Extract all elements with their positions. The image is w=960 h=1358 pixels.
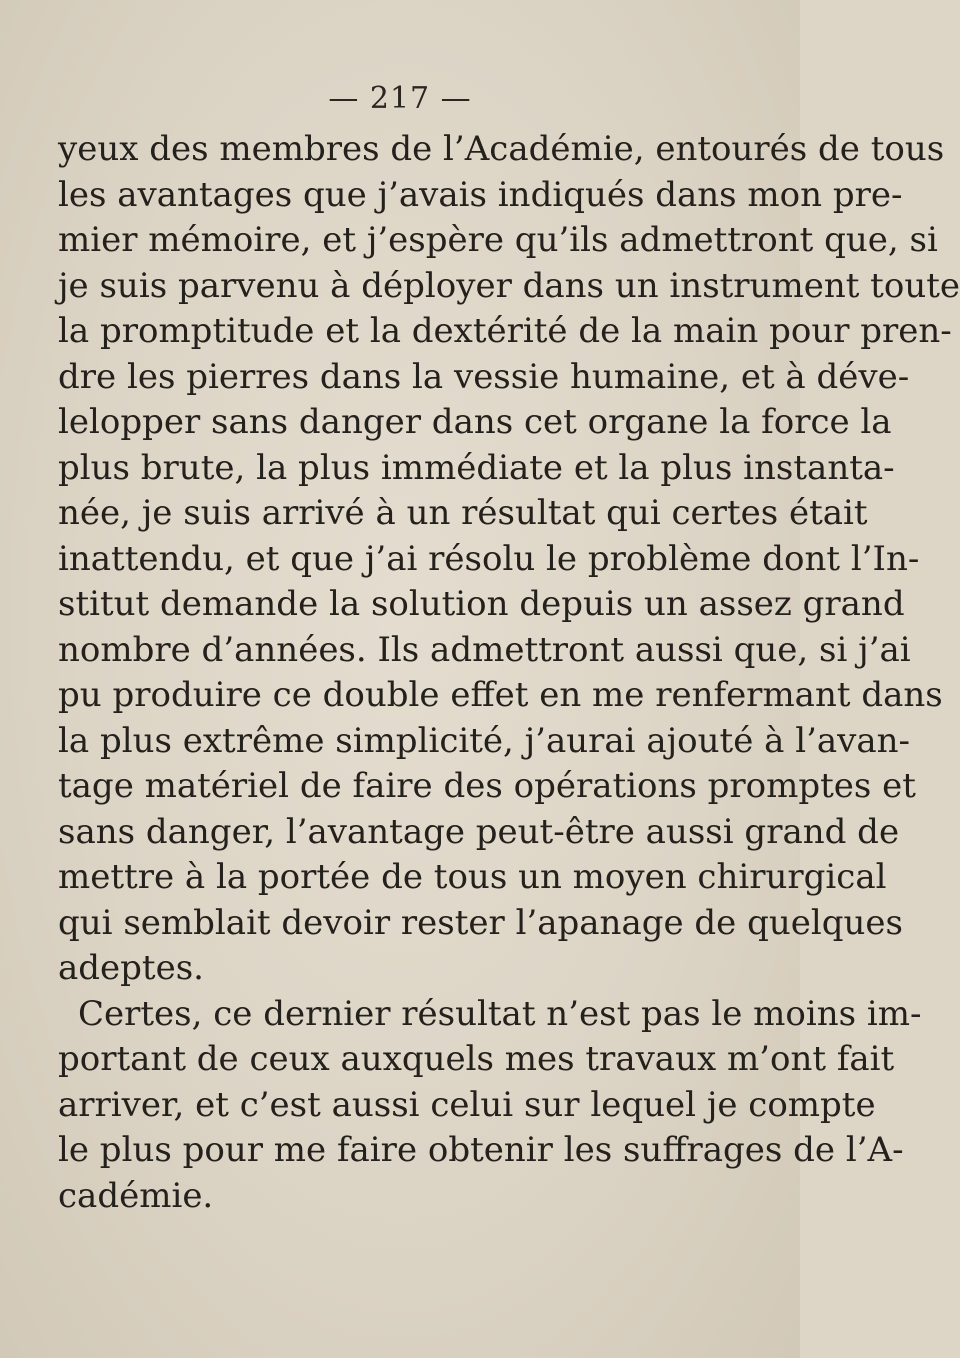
text-line: qui semblait devoir rester l’apanage de quelques (58, 902, 904, 943)
text-line: le plus pour me faire obtenir les suffrages de l’A- (58, 1130, 904, 1170)
text-line: plus brute, la plus immédiate et la plus instanta- (58, 447, 895, 488)
text-line: sans danger, l’avantage peut-être aussi grand de (58, 811, 900, 852)
text-line: portant de ceux auxquels mes travaux m’ont fait (58, 1039, 895, 1079)
text-line: née, je suis arrivé à un résultat qui certes était (58, 493, 868, 533)
text-line: adeptes. (58, 948, 204, 988)
paragraph (58, 992, 922, 1220)
text-line: arriver, et c’est aussi celui sur lequel je compte (58, 1084, 876, 1125)
body-text (58, 127, 960, 1219)
text-line: lelopper sans danger dans cet organe la force la (58, 402, 892, 442)
text-line: stitut demande la solution depuis un assez grand (58, 584, 905, 624)
text-line: la plus extrême simplicité, j’aurai ajouté à l’avan- (58, 720, 911, 761)
paragraph (58, 127, 960, 992)
text-line: inattendu, et que j’ai résolu le problème dont l’In- (58, 538, 920, 579)
page-number: — 217 — (328, 81, 472, 116)
text-line: tage matériel de faire des opérations promptes et (58, 766, 916, 806)
text-line: les avantages que j’avais indiqués dans mon pre- (58, 174, 903, 215)
text-line: la promptitude et la dextérité de la main pour pren- (58, 311, 952, 351)
text-line: dre les pierres dans la vessie humaine, et à déve- (58, 356, 910, 397)
text-line: mettre à la portée de tous un moyen chirurgical (58, 857, 887, 897)
text-line: yeux des membres de l’Académie, entourés de tous (58, 129, 945, 169)
text-line: mier mémoire, et j’espère qu’ils admettront que, si (58, 220, 938, 260)
text-line: je suis parvenu à déployer dans un instrument toute (58, 265, 960, 306)
text-line: Certes, ce dernier résultat n’est pas le moins im- (78, 993, 922, 1034)
text-line: nombre d’années. Ils admettront aussi que, si j’ai (58, 629, 911, 670)
text-line: cadémie. (58, 1175, 214, 1216)
text-line: pu produire ce double effet en me renfermant dans (58, 675, 943, 715)
